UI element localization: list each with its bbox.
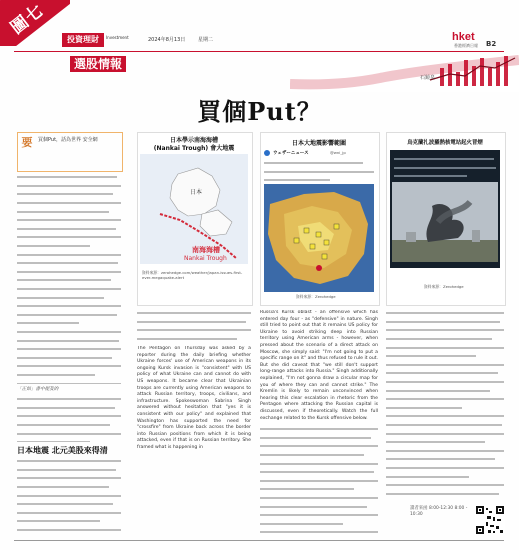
quote-body — [17, 396, 121, 442]
column-banner — [290, 54, 519, 92]
map2-credit: 資料來源：Zerohedge — [296, 294, 336, 299]
map1-credit: 資料來源：zerohedge.com/weather/japan-issues-first-ever-megaquake-alert — [142, 270, 243, 280]
map2-title: 日本大地震影響範圍 — [291, 140, 346, 147]
earthquake-intensity-map — [264, 184, 374, 292]
english-article-part-2: Russia's Kursk oblast - an offensive which has entered day four - as "defensive" in nature. Singh still tried to point out that it remains US policy for Ukraine to avoid striking deep into Russian territory using American arms - however, when pressed about the scenario of a direct attack on Moscow, she simply said: "I'm not going to put a specific range on it" and thus refused to rule it out. But she did caveat that "we still don't support long-range attacks into Russia." Singh additionally explained, "I'm not gonna draw a circular map for you of where they can and cannot strike." The Kremlin is likely to remain unconvinced when hearing this clear escalation in rhetoric from the Pentagon where attacking the Russian capital is discussed, even if theoretically. Watch the full exchange related to the Kursk offensive below. — [260, 310, 378, 421]
author-box — [17, 132, 123, 172]
map2-account: ウェザーニュース — [273, 151, 309, 156]
logo-text: hket — [452, 31, 475, 43]
nankai-map — [140, 154, 248, 264]
photo-credit: 資料來源：Zerohedge — [424, 284, 464, 289]
column-3-chinese-body — [260, 426, 378, 538]
issue-weekday: 星期二 — [198, 37, 214, 43]
header-rule — [14, 51, 504, 52]
account-avatar — [264, 150, 270, 156]
photo-title: 烏克蘭扎波羅熱核電站起火冒煙 — [407, 140, 483, 146]
page-number: B2 — [486, 40, 497, 48]
map1-subtitle: (Nankai Trough) 會大地震 — [153, 145, 235, 152]
subhead: 日本地震 北元美股來得清 — [17, 446, 108, 455]
author-intro: 買個Put，話為世界 安全網 — [38, 137, 98, 143]
issue-date: 2024年8月13日 — [148, 37, 186, 43]
column-1-lower-body — [17, 458, 121, 538]
column-1-body — [17, 174, 121, 384]
smoke-photo — [392, 182, 498, 262]
byline: 石鏡泉 — [420, 75, 436, 81]
corner-label: 圖七 — [7, 0, 48, 39]
section-label: 投資理財 — [62, 33, 104, 47]
section-corner-badge — [0, 0, 70, 46]
map1-trough-label-en: Nankai Trough — [184, 255, 227, 262]
logo-subtext: 香港經濟日報 — [454, 43, 478, 48]
english-article-part-1: The Pentagon on Thursday was asked by a reporter during the daily briefing whether Ukraine forces' use of American weapons in its ongoing Kursk invasion is "consistent" with US policy of what Ukraine can and cannot do with US weapons. It became clear that Ukrainian troops are currently using American weapons to attack Russian territory, troops, civilians, and infrastructure. Spokeswoman Sabrina Singh answered without hesitation that "yes it is consistent with our policy" and explained that Washington has supported the need for "crossfire" from Ukraine back across the border into Russian positions from which it is being attacked, even if that is on Russian territory. She framed what is happening in — [137, 346, 251, 450]
hket-logo — [452, 31, 478, 48]
map1-region-label: 日本 — [190, 189, 203, 196]
map2-handle: @wni_jp — [330, 150, 346, 155]
author-tag: 要 — [21, 136, 33, 149]
column-4-chinese-body — [386, 310, 504, 496]
column-2-chinese-body — [137, 310, 251, 346]
map1-title: 日本學示南海海槽 — [169, 137, 218, 144]
section-sublabel: Investment — [106, 35, 129, 40]
column-name: 選股情報 — [70, 56, 126, 72]
tweet-text — [264, 160, 374, 182]
map1-trough-label: 南海海槽 — [192, 246, 220, 254]
qr-code[interactable] — [475, 505, 505, 535]
quote-block: 「正如」書中提及的 — [17, 387, 59, 392]
reader-contact: 讀者來函 8:00-12:30 8:00 - 10:30 — [410, 506, 468, 517]
stock-chart-graphic — [290, 54, 519, 92]
footer-rule — [14, 540, 504, 541]
dark-tweet-text — [394, 156, 496, 178]
headline: 買個Put？ — [197, 97, 322, 126]
